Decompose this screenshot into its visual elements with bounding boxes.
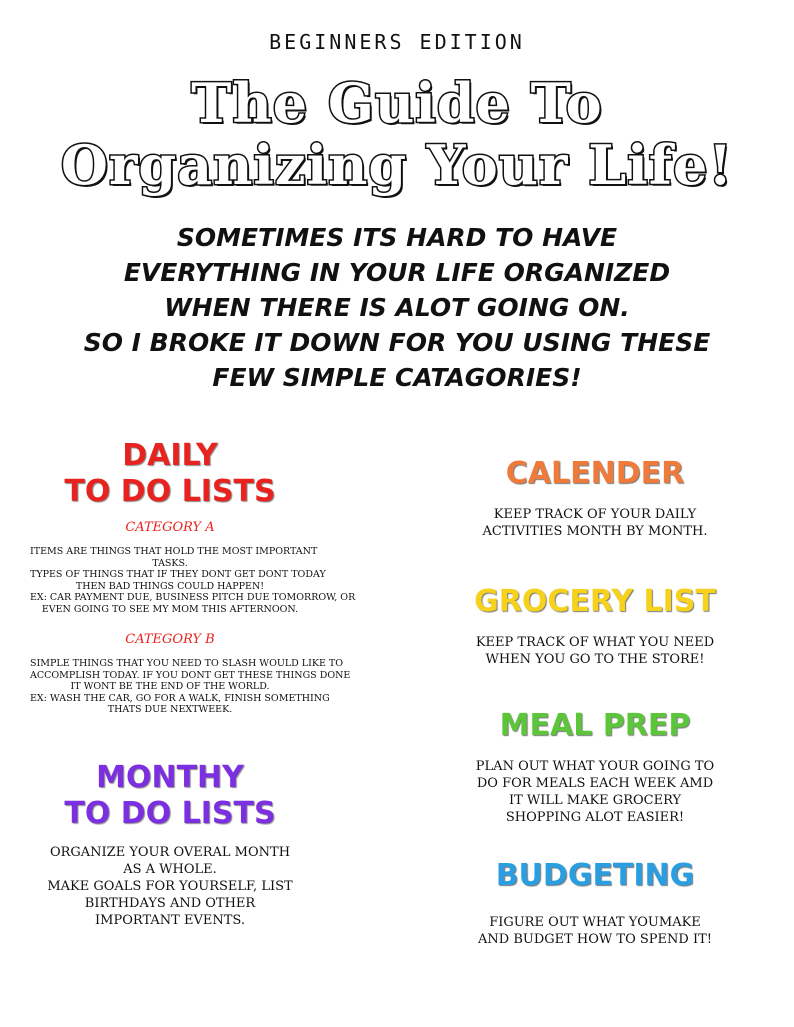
intro-line: FEW SIMPLE CATAGORIES! bbox=[212, 363, 582, 392]
calender-section-title: CALENDER bbox=[505, 456, 685, 491]
category-b-line: ACCOMPLISH TODAY. IF YOU DONT GET THESE THINGS DONE bbox=[30, 669, 351, 681]
grocery-section-title: GROCERY LIST bbox=[474, 584, 716, 619]
meal-prep-description bbox=[440, 758, 750, 826]
daily-section-title bbox=[30, 438, 310, 510]
category-b-line: IT WONT BE THE END OF THE WORLD. bbox=[70, 681, 270, 692]
intro-line: EVERYTHING IN YOUR LIFE ORGANIZED bbox=[123, 258, 671, 287]
monthly-line: BIRTHDAYS AND OTHER bbox=[84, 896, 256, 911]
category-b-line: EX: WASH THE CAR, GO FOR A WALK, FINISH SOMETHING bbox=[30, 692, 330, 704]
page-title-line-2: Organizing Your Life! bbox=[60, 133, 734, 197]
category-b-label: CATEGORY B bbox=[125, 632, 215, 647]
category-a-line: EVEN GOING TO SEE MY MOM THIS AFTERNOON. bbox=[41, 603, 299, 615]
monthly-description bbox=[30, 844, 310, 929]
budgeting-line: FIGURE OUT WHAT YOUMAKE bbox=[489, 915, 701, 930]
category-b-line: THATS DUE NEXTWEEK. bbox=[107, 704, 233, 715]
meal-prep-line: SHOPPING ALOT EASIER! bbox=[505, 810, 685, 825]
category-b-text bbox=[30, 658, 351, 716]
category-a-line: EX: CAR PAYMENT DUE, BUSINESS PITCH DUE TOMORROW, OR bbox=[30, 592, 356, 603]
meal-prep-section-title: MEAL PREP bbox=[499, 708, 691, 743]
budgeting-description bbox=[440, 914, 750, 948]
edition-label: BEGINNERS EDITION bbox=[269, 30, 525, 54]
category-a-line: TASKS. bbox=[152, 557, 188, 569]
monthly-section-title bbox=[30, 760, 310, 832]
grocery-line: KEEP TRACK OF WHAT YOU NEED bbox=[475, 635, 715, 650]
category-a-line: ITEMS ARE THINGS THAT HOLD THE MOST IMPORTANT bbox=[30, 546, 318, 557]
monthly-title-line-1: MONTHY bbox=[96, 760, 244, 795]
budgeting-line: AND BUDGET HOW TO SPEND IT! bbox=[478, 932, 712, 947]
category-a-text bbox=[30, 546, 356, 615]
meal-prep-line: PLAN OUT WHAT YOUR GOING TO bbox=[475, 759, 715, 774]
intro-line: WHEN THERE IS ALOT GOING ON. bbox=[164, 293, 630, 322]
category-a-label: CATEGORY A bbox=[125, 520, 215, 535]
monthly-line: MAKE GOALS FOR YOURSELF, LIST bbox=[47, 879, 293, 894]
category-b-line: SIMPLE THINGS THAT YOU NEED TO SLASH WOULD LIKE TO bbox=[30, 658, 344, 669]
intro-line: SOMETIMES ITS HARD TO HAVE bbox=[176, 223, 618, 252]
grocery-line: WHEN YOU GO TO THE STORE! bbox=[485, 652, 705, 667]
category-a-line: TYPES OF THINGS THAT IF THEY DONT GET DONT TODAY bbox=[30, 569, 326, 580]
daily-title-line-2: TO DO LISTS bbox=[64, 474, 276, 509]
meal-prep-line: IT WILL MAKE GROCERY bbox=[508, 793, 682, 808]
page-title-line-1: The Guide To bbox=[191, 71, 603, 135]
intro-line: SO I BROKE IT DOWN FOR YOU USING THESE bbox=[83, 328, 711, 357]
monthly-line: AS A WHOLE. bbox=[123, 862, 217, 877]
intro-paragraph bbox=[0, 220, 794, 395]
category-a-line: THEN BAD THINGS COULD HAPPEN! bbox=[75, 580, 265, 592]
calender-line: ACTIVITIES MONTH BY MONTH. bbox=[482, 524, 708, 539]
grocery-description bbox=[440, 634, 750, 668]
calender-description bbox=[440, 506, 750, 540]
monthly-title-line-2: TO DO LISTS bbox=[64, 796, 276, 831]
meal-prep-line: DO FOR MEALS EACH WEEK AMD bbox=[476, 776, 714, 791]
calender-line: KEEP TRACK OF YOUR DAILY bbox=[493, 507, 697, 522]
budgeting-section-title: BUDGETING bbox=[495, 858, 695, 893]
monthly-line: ORGANIZE YOUR OVERAL MONTH bbox=[49, 845, 291, 860]
daily-title-line-1: DAILY bbox=[122, 438, 218, 473]
monthly-line: IMPORTANT EVENTS. bbox=[95, 913, 245, 928]
